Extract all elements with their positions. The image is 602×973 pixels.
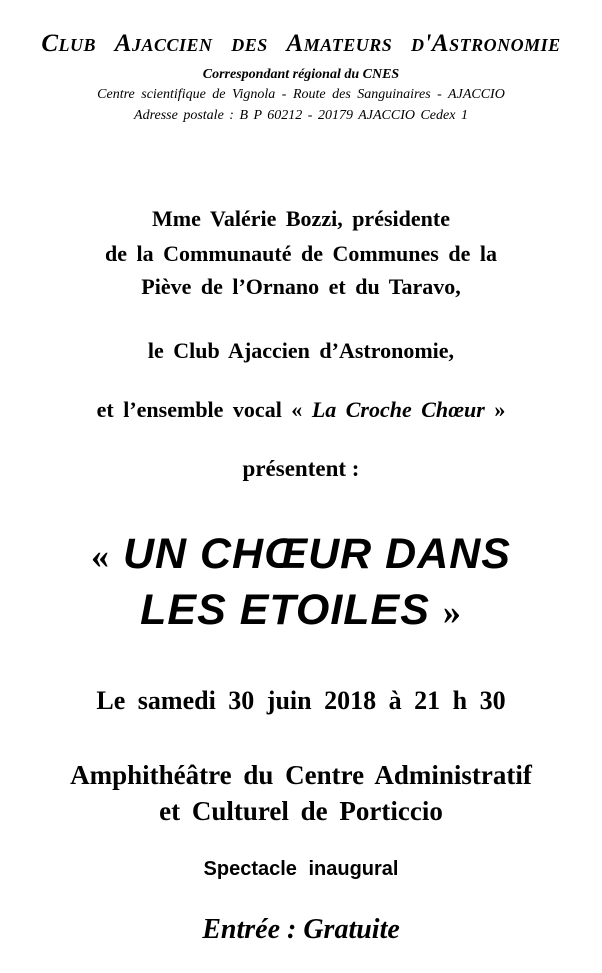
club-word: Amateurs [286,30,393,57]
presenter-line-2: de la Communauté de Communes de la [105,241,497,266]
ensemble-suffix: » [494,397,506,422]
entry-price: Entrée : Gratuite [202,914,400,945]
title-text-1: UN CHŒUR DANS [122,530,511,578]
event-title-line-2 [0,586,602,635]
ensemble-prefix: et l’ensemble vocal « [96,397,303,422]
club-name [0,30,602,58]
centre-address: Centre scientifique de Vignola - Route des Sanguinaires - AJACCIO [97,87,505,102]
club-word: des [231,30,268,57]
event-date: Le samedi 30 juin 2018 à 21 h 30 [96,686,506,715]
event-title-line-1 [0,530,602,579]
open-quote: « [90,536,110,576]
postal-address: Adresse postale : B P 60212 - 20179 AJACCIO Cedex 1 [134,108,468,123]
correspondant-line: Correspondant régional du CNES [202,67,400,82]
club-word: d'Astronomie [410,30,561,57]
event-place-line-2: et Culturel de Porticcio [159,796,443,826]
presenter-line-1: Mme Valérie Bozzi, présidente [152,206,450,231]
club-word: Ajaccien [114,30,213,57]
club-word: Club [41,30,97,57]
presenter-line-3: Piève de l’Ornano et du Taravo, [141,274,461,299]
spectacle-label: Spectacle inaugural [203,858,399,880]
presenter-line-4: le Club Ajaccien d’Astronomie, [147,338,455,363]
presenter-line-5 [0,397,602,423]
event-place-line-1: Amphithéâtre du Centre Administratif [70,760,532,790]
presentent-label: présentent : [242,456,360,481]
title-text-2: LES ETOILES [140,586,430,634]
close-quote: » [442,592,462,632]
ensemble-name: La Croche Chœur [311,397,485,422]
